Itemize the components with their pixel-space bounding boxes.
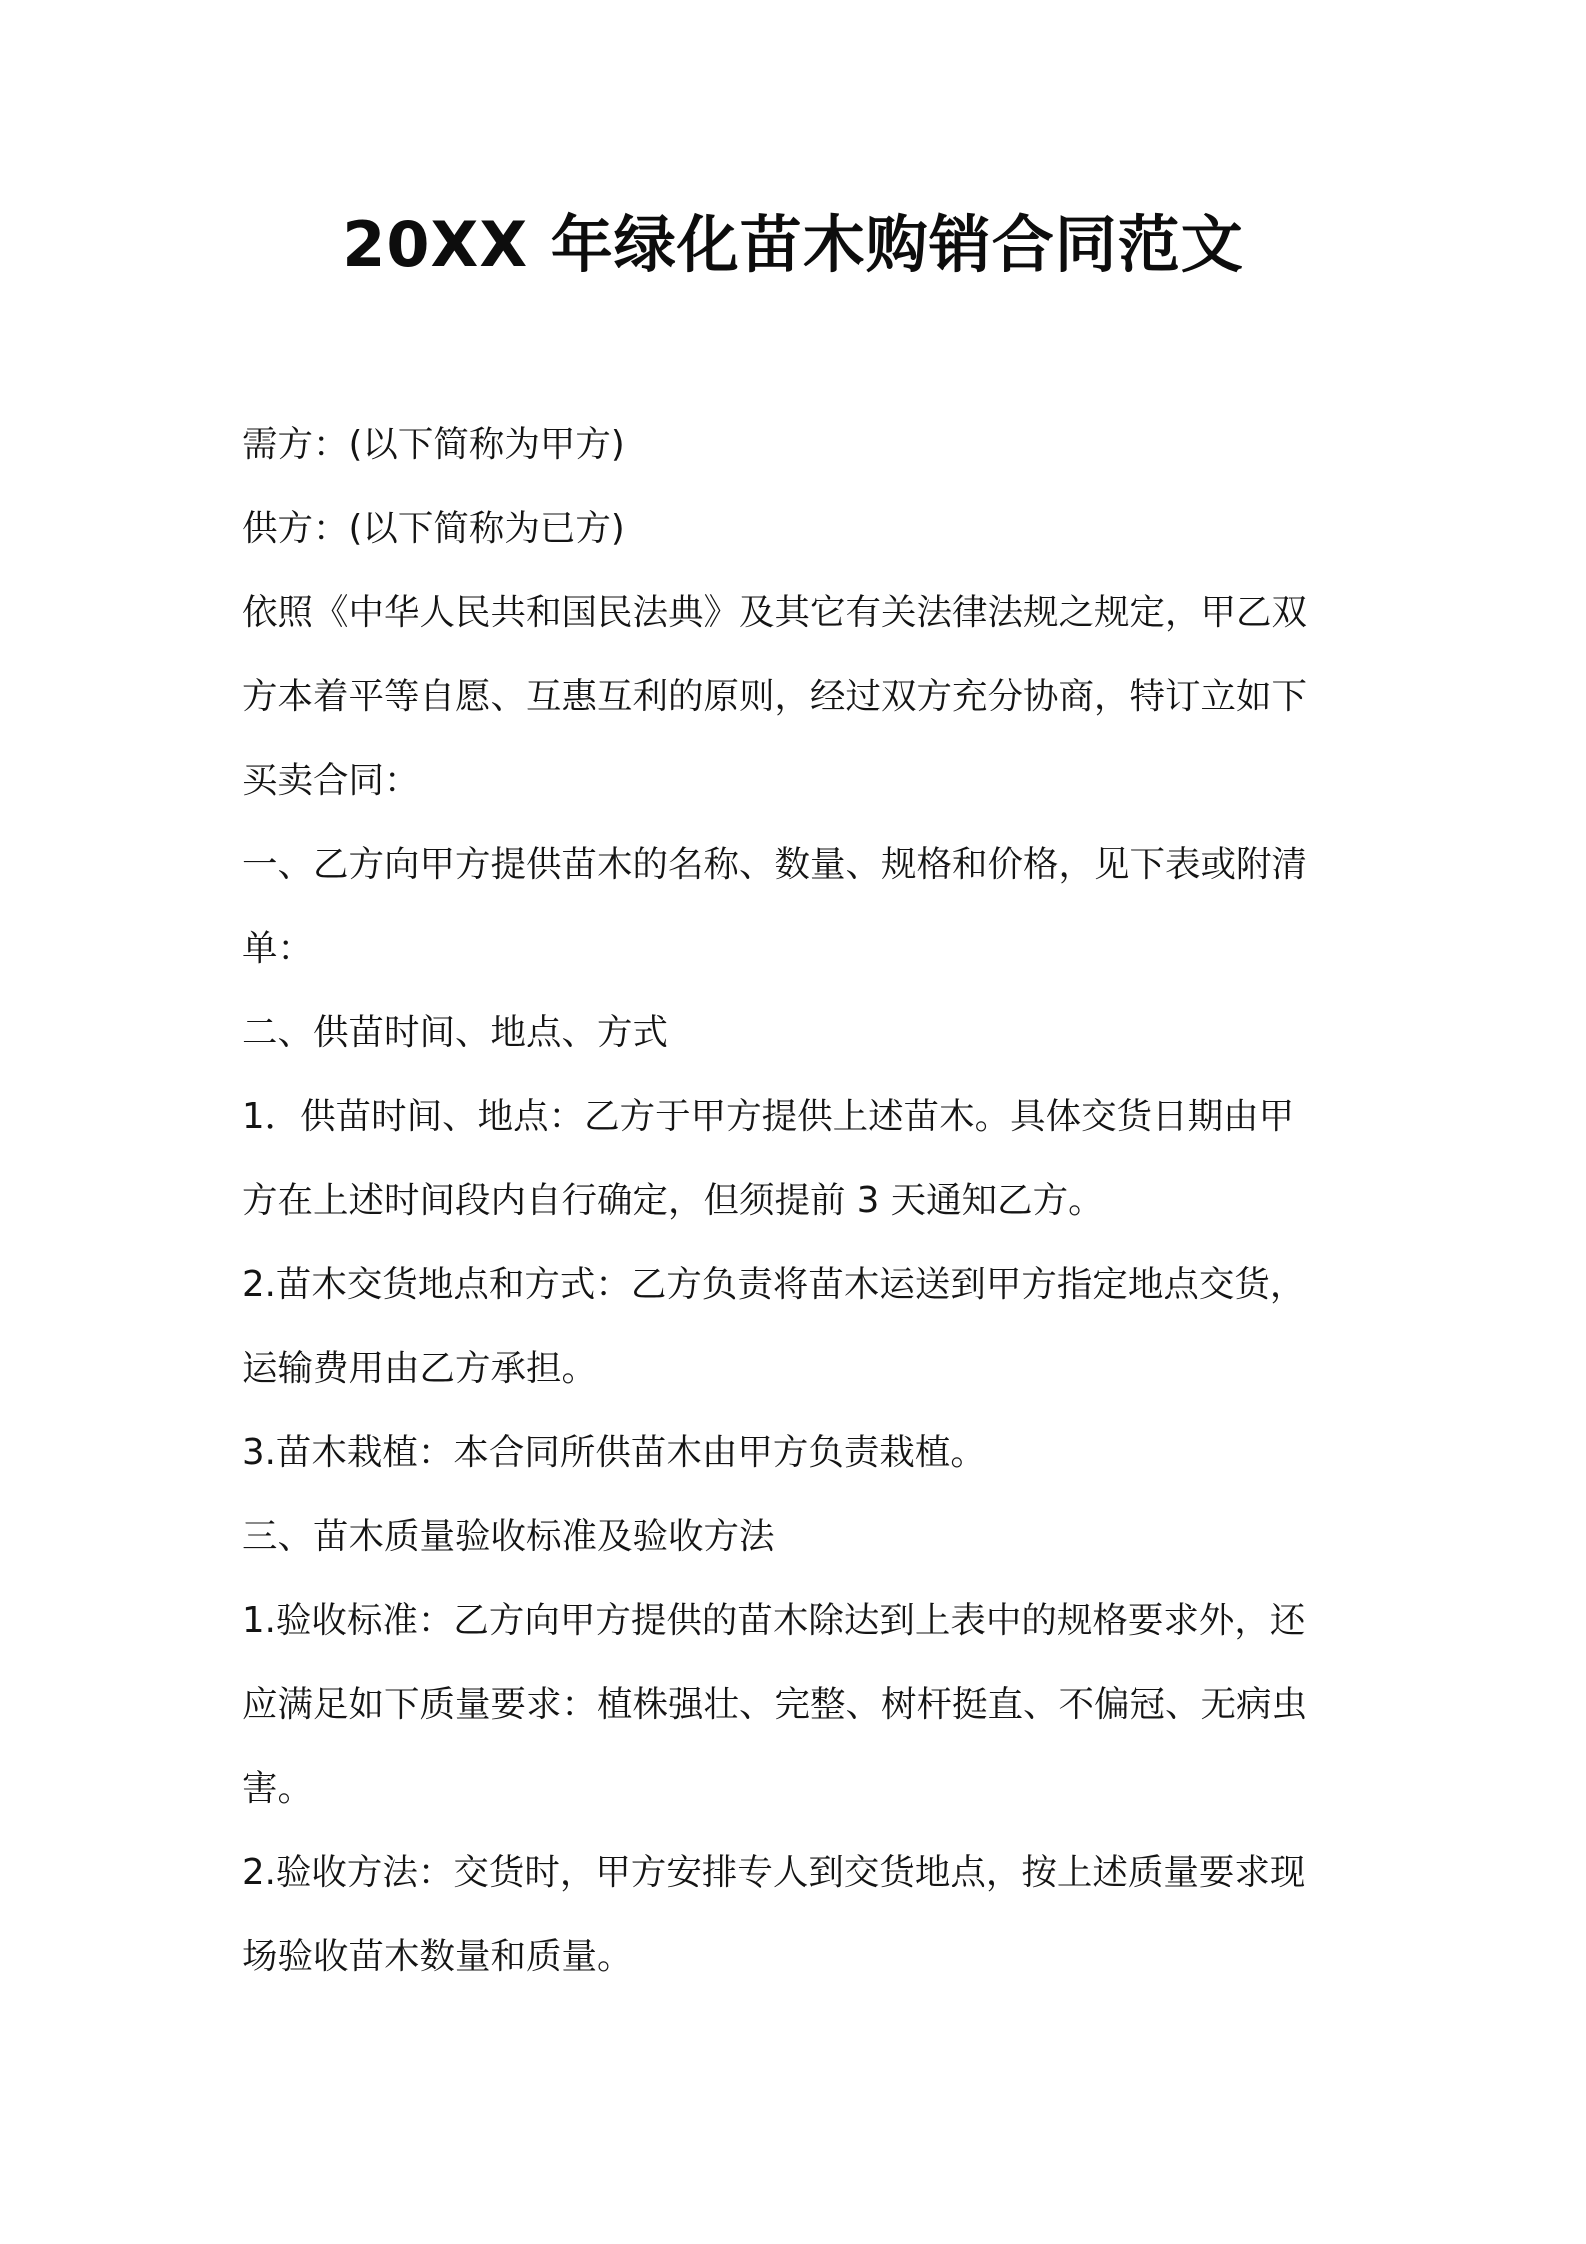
clause-2-1-line-2: 方在上述时间段内自行确定，但须提前 3 天通知乙方。 [242, 1180, 1104, 1221]
party-buyer-line: 需方：(以下简称为甲方) [242, 424, 625, 465]
clause-3-2-line-1: 2.验收方法：交货时，甲方安排专人到交货地点，按上述质量要求现 [242, 1852, 1306, 1893]
clause-1-line-2: 单： [242, 928, 314, 969]
party-supplier-line: 供方：(以下简称为已方) [242, 508, 625, 549]
section-3-heading: 三、苗木质量验收标准及验收方法 [242, 1516, 775, 1557]
clause-2-2-line-1: 2.苗木交货地点和方式：乙方负责将苗木运送到甲方指定地点交货， [242, 1264, 1306, 1305]
preamble-line-1: 依照《中华人民共和国民法典》及其它有关法律法规之规定，甲乙双 [242, 592, 1308, 633]
document-title: 20XX 年绿化苗木购销合同范文 [342, 208, 1244, 281]
clause-2-2-line-2: 运输费用由乙方承担。 [242, 1348, 598, 1389]
preamble-line-2: 方本着平等自愿、互惠互利的原则，经过双方充分协商，特订立如下 [242, 676, 1308, 717]
clause-3-2-line-2: 场验收苗木数量和质量。 [242, 1936, 633, 1977]
document-body [242, 403, 1352, 1999]
clause-2-3-line: 3.苗木栽植：本合同所供苗木由甲方负责栽植。 [242, 1432, 986, 1473]
section-2-heading: 二、供苗时间、地点、方式 [242, 1012, 669, 1053]
clause-3-1-line-3: 害。 [242, 1768, 314, 1809]
preamble-line-3: 买卖合同： [242, 760, 420, 801]
clause-2-1-line-1: 1．供苗时间、地点：乙方于甲方提供上述苗木。具体交货日期由甲 [242, 1096, 1295, 1137]
clause-3-1-line-2: 应满足如下质量要求：植株强壮、完整、树杆挺直、不偏冠、无病虫 [242, 1684, 1308, 1725]
clause-1-line-1: 一、乙方向甲方提供苗木的名称、数量、规格和价格，见下表或附清 [242, 844, 1308, 885]
clause-3-1-line-1: 1.验收标准：乙方向甲方提供的苗木除达到上表中的规格要求外，还 [242, 1600, 1306, 1641]
